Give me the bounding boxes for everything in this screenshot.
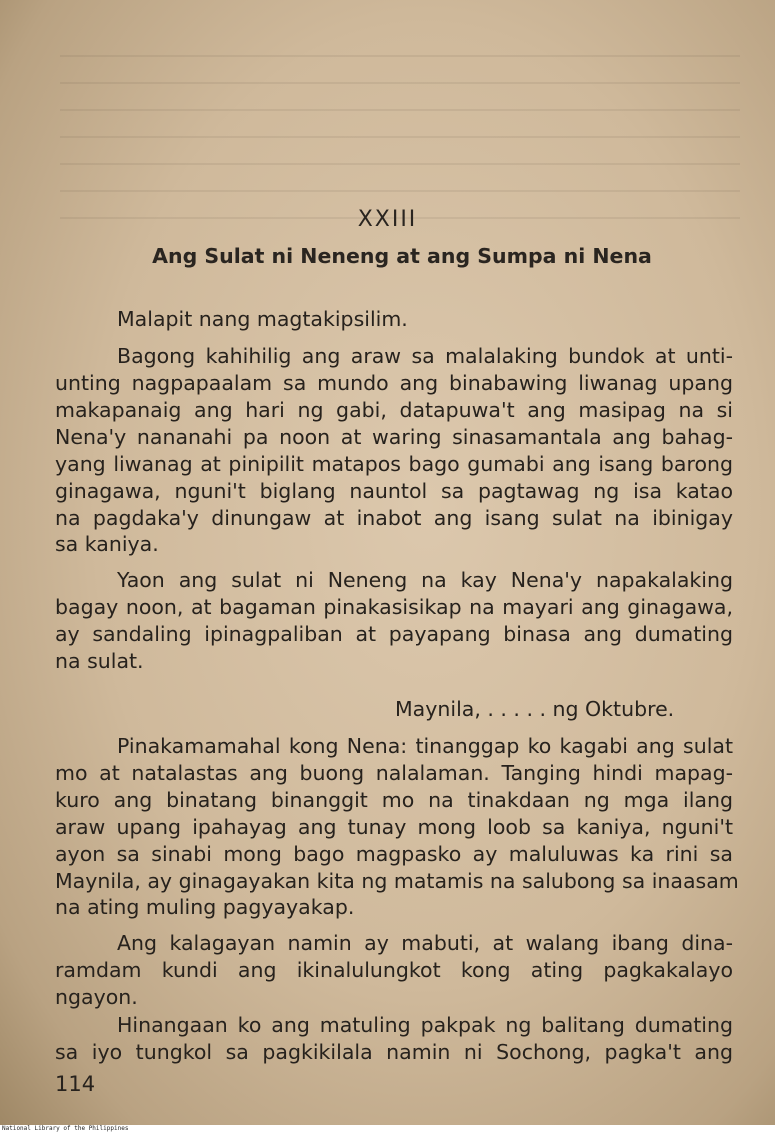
text-line: Nena'y nananahi pa noon at waring sinasamantala ang bahag-	[55, 425, 733, 449]
text-line: sa kaniya.	[55, 532, 159, 556]
text-line: sa iyo tungkol sa pagkikilala namin ni Sochong, pagka't ang	[55, 1040, 733, 1064]
text-line: unting nagpapaalam sa mundo ang binabawing liwanag upang	[55, 371, 733, 395]
text-line: yang liwanag at pinipilit matapos bago gumabi ang isang barong	[55, 452, 733, 476]
text-line: Hinangaan ko ang matuling pakpak ng balitang dumating	[117, 1013, 733, 1037]
text-line: na pagdaka'y dinungaw at inabot ang isang sulat na ibinigay	[55, 506, 733, 530]
text-line: Malapit nang magtakipsilim.	[117, 307, 408, 331]
text-line: Pinakamamahal kong Nena: tinanggap ko kagabi ang sulat	[117, 734, 733, 758]
chapter-number: XXIII	[357, 207, 418, 232]
text-line: Ang kalagayan namin ay mabuti, at walang ibang dina-	[117, 931, 733, 955]
text-line: ramdam kundi ang ikinalulungkot kong ating pagkakalayo	[55, 958, 733, 982]
text-line: Maynila, ay ginagayakan kita ng matamis na salubong sa inaasam	[55, 869, 739, 893]
text-line: na sulat.	[55, 649, 144, 673]
library-credit: National Library of the Philippines	[2, 1125, 129, 1132]
text-line: ayon sa sinabi mong bago magpasko ay maluluwas ka rini sa	[55, 842, 733, 866]
page-number: 114	[55, 1072, 96, 1096]
text-line: na ating muling pagyayakap.	[55, 895, 355, 919]
text-line: Yaon ang sulat ni Neneng na kay Nena'y napakalaking	[117, 568, 733, 592]
text-line: bagay noon, at bagaman pinakasisikap na mayari ang ginagawa,	[55, 595, 733, 619]
bleed-through-texture	[60, 55, 740, 225]
text-line: ngayon.	[55, 985, 138, 1009]
letter-place-date: Maynila, . . . . . ng Oktubre.	[395, 697, 675, 721]
text-line: mo at natalastas ang buong nalalaman. Tanging hindi mapag-	[55, 761, 733, 785]
chapter-title: Ang Sulat ni Neneng at ang Sumpa ni Nena	[152, 244, 652, 268]
text-line: kuro ang binatang binanggit mo na tinakdaan ng mga ilang	[55, 788, 733, 812]
text-line: makapanaig ang hari ng gabi, datapuwa't ang masipag na si	[55, 398, 733, 422]
text-line: araw upang ipahayag ang tunay mong loob sa kaniya, nguni't	[55, 815, 733, 839]
text-line: Bagong kahihilig ang araw sa malalaking bundok at unti-	[117, 344, 733, 368]
text-line: ginagawa, nguni't biglang nauntol sa pagtawag ng isa katao	[55, 479, 733, 503]
text-line: ay sandaling ipinagpaliban at payapang binasa ang dumating	[55, 622, 733, 646]
